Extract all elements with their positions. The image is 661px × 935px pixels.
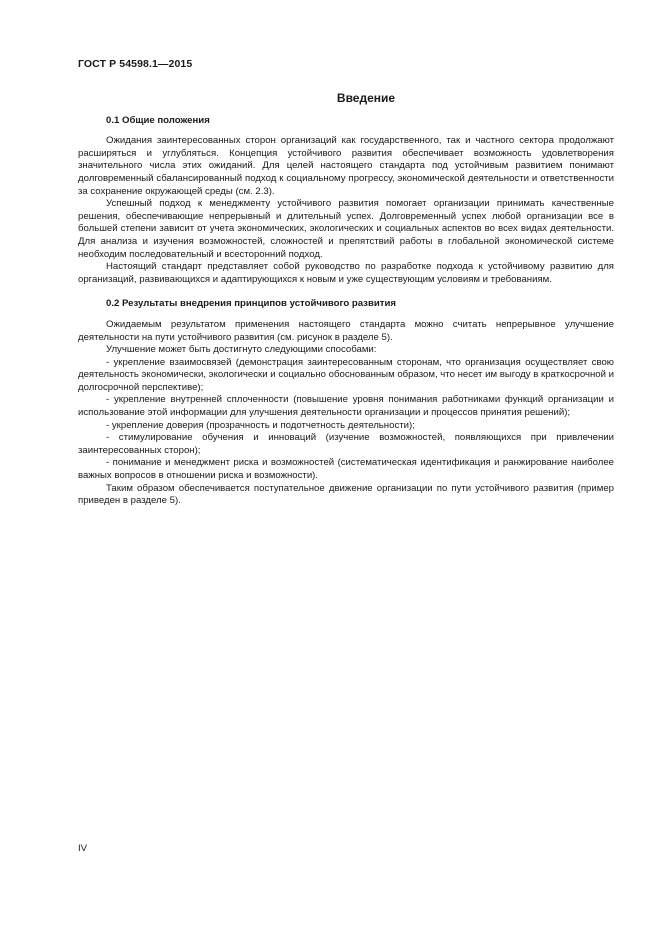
list-item: - укрепление внутренней сплоченности (повышение уровня понимания работниками функций организации и использование этой информации для улучшения деятельности организации и процессов принятия решений);	[78, 394, 614, 419]
section-heading-results: 0.2 Результаты внедрения принципов устойчивого развития	[106, 298, 396, 310]
list-item: - укрепление взаимосвязей (демонстрация заинтересованным сторонам, что организация осуществляет свою деятельность экономически, экологически и социально обоснованным образом, что несет им выгоду в краткосрочной и долгосрочной перспективе);	[78, 356, 614, 393]
paragraph: Ожидания заинтересованных сторон организаций как государственного, так и частного сектора продолжают расширяться и углубляться. Концепция устойчивого развития обеспечивает возможность удовлетворения значительного числа этих ожиданий. Для целей настоящего стандарта под устойчивым развитием понимают долговременный сбалансированный подход к социальному прогрессу, экономической деятельности и ответственности за сохранение окружающей среды (см. 2.3).	[78, 135, 614, 197]
paragraph: Настоящий стандарт представляет собой руководство по разработке подхода к устойчивому развитию для организаций, развивающихся и адаптирующихся к новым и уже существующим условиям и требованиям.	[78, 261, 614, 285]
document-body	[78, 92, 614, 508]
section-heading-general: 0.1 Общие положения	[106, 114, 210, 126]
page-title: Введение	[336, 91, 396, 105]
list-item: - стимулирование обучения и инноваций (изучение возможностей, появляющихся при привлечении заинтересованных сторон);	[78, 432, 614, 456]
paragraph: Успешный подход к менеджменту устойчивого развития помогает организации принимать качественные решения, обеспечивающие непрерывный и длительный успех. Долговременный успех любой организации все в большей степени зависит от учета экономических, экологических и социальных аспектов во всех видах деятельности. Для анализа и изучения возможностей, сложностей и препятствий работы в глобальной экономической системе необходим последовательный и всесторонний подход.	[78, 198, 614, 260]
page-number: IV	[78, 843, 88, 854]
paragraph: Ожидаемым результатом применения настоящего стандарта можно считать непрерывное улучшение деятельности на пути устойчивого развития (см. рисунок в разделе 5).	[78, 318, 614, 343]
paragraph: Улучшение может быть достигнуто следующими способами:	[106, 344, 377, 356]
list-item: - понимание и менеджмент риска и возможностей (систематическая идентификация и ранжирование наиболее важных вопросов в отношении риска и возможности).	[78, 457, 614, 482]
document-code-header: ГОСТ Р 54598.1—2015	[78, 58, 193, 70]
paragraph: Таким образом обеспечивается поступательное движение организации по пути устойчивого развития (пример приведен в разделе 5).	[78, 482, 614, 507]
list-item: - укрепление доверия (прозрачность и подотчетность деятельности);	[106, 419, 415, 431]
